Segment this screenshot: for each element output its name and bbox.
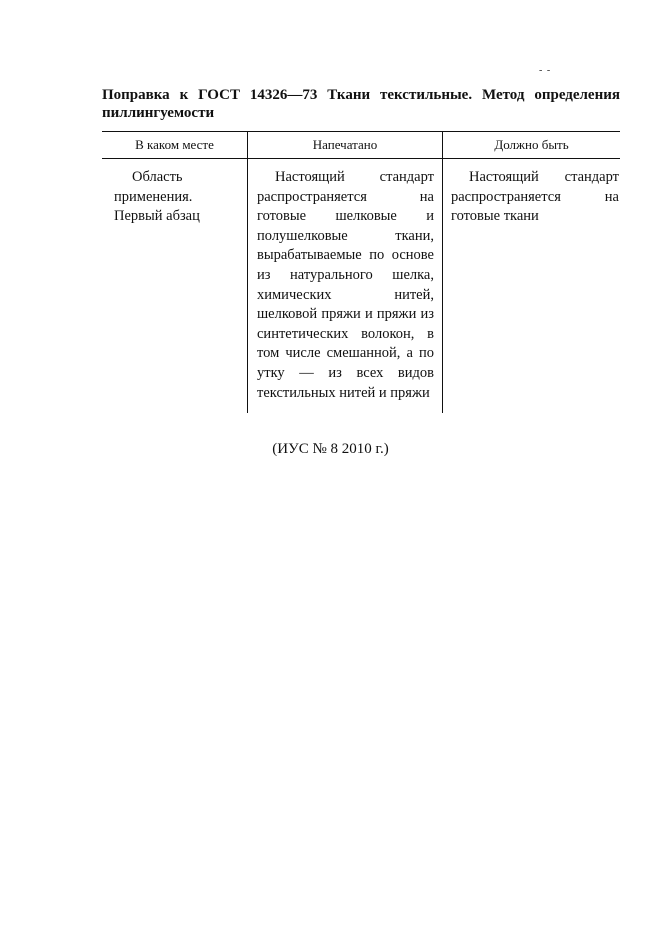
cell-location [114, 168, 239, 227]
footer-source-note: (ИУС № 8 2010 г.) [272, 441, 389, 457]
header-printed: Напечатано [312, 137, 378, 152]
table-column-divider-2 [442, 131, 443, 413]
table-column-divider-1 [247, 131, 248, 413]
page-corner-mark: - - [539, 65, 552, 76]
cell-printed-text: Настоящий стандарт распространяется на готовые шелковые и полушелковые ткани, вырабатываемые по основе из натурального шелка, химических нитей, шелковой пряжи и пряжи из синтетических волокон, в том числе смешанной, а по утку — из всех видов текстильных нитей и пряжи [257, 169, 434, 401]
header-location: В каком месте [135, 137, 214, 152]
cell-printed [257, 168, 434, 403]
header-should-be: Должно быть [494, 137, 569, 152]
document-title: Поправка к ГОСТ 14326—73 Ткани текстильные. Метод определения пиллингуемости [102, 87, 620, 121]
cell-should-be-text: Настоящий стандарт распространяется на готовые ткани [451, 169, 619, 225]
cell-location-text: Область применения. Первый абзац [114, 169, 200, 225]
table-header-rule [102, 158, 620, 159]
cell-should-be [451, 168, 619, 227]
